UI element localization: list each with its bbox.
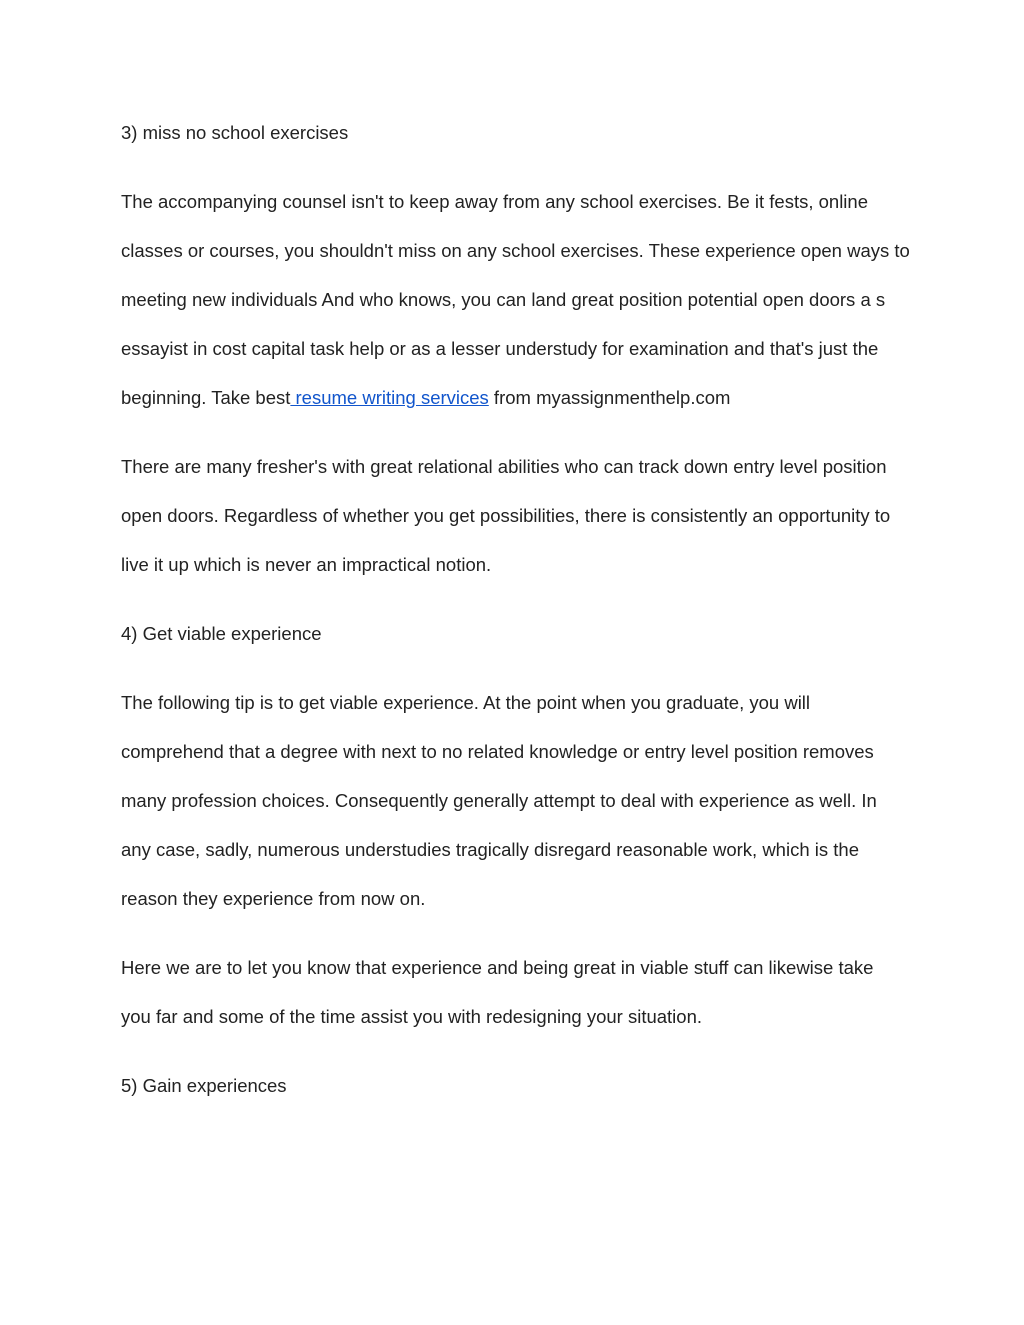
section-heading-3: 3) miss no school exercises <box>121 122 349 143</box>
paragraph-line: open doors. Regardless of whether you get possibilities, there is consistently an opportunity to <box>121 505 891 526</box>
spacer <box>121 598 911 618</box>
paragraph-text: beginning. Take best <box>121 387 291 408</box>
paragraph-line: live it up which is never an impractical notion. <box>121 554 492 575</box>
spacer <box>121 1050 911 1070</box>
paragraph-text: from myassignmenthelp.com <box>488 387 731 408</box>
spacer <box>121 166 911 186</box>
spacer <box>121 932 911 952</box>
resume-writing-services-link[interactable]: resume writing services <box>290 387 489 408</box>
paragraph-school-exercises <box>121 186 911 431</box>
section-heading-5: 5) Gain experiences <box>121 1075 287 1096</box>
spacer <box>121 431 911 451</box>
paragraph-line: you far and some of the time assist you with redesigning your situation. <box>121 1006 702 1027</box>
paragraph-line: essayist in cost capital task help or as a lesser understudy for examination and that's just the <box>121 338 879 359</box>
section-heading-4: 4) Get viable experience <box>121 623 322 644</box>
paragraph-freshers <box>121 451 911 598</box>
paragraph-line: classes or courses, you shouldn't miss on any school exercises. These experience open ways to <box>121 240 910 261</box>
paragraph-line <box>121 382 911 431</box>
paragraph-line: meeting new individuals And who knows, you can land great position potential open doors a s <box>121 289 886 310</box>
paragraph-line: any case, sadly, numerous understudies tragically disregard reasonable work, which is the <box>121 839 859 860</box>
paragraph-viable-experience <box>121 687 911 932</box>
paragraph-experience-stuff <box>121 952 911 1050</box>
spacer <box>121 667 911 687</box>
paragraph-line: comprehend that a degree with next to no related knowledge or entry level position removes <box>121 741 874 762</box>
paragraph-line: Here we are to let you know that experience and being great in viable stuff can likewise take <box>121 957 874 978</box>
document-page <box>121 117 911 1119</box>
paragraph-line: reason they experience from now on. <box>121 888 426 909</box>
paragraph-line: The accompanying counsel isn't to keep away from any school exercises. Be it fests, online <box>121 191 868 212</box>
paragraph-line: many profession choices. Consequently generally attempt to deal with experience as well. In <box>121 790 877 811</box>
paragraph-line: There are many fresher's with great relational abilities who can track down entry level position <box>121 456 887 477</box>
paragraph-line: The following tip is to get viable experience. At the point when you graduate, you will <box>121 692 811 713</box>
